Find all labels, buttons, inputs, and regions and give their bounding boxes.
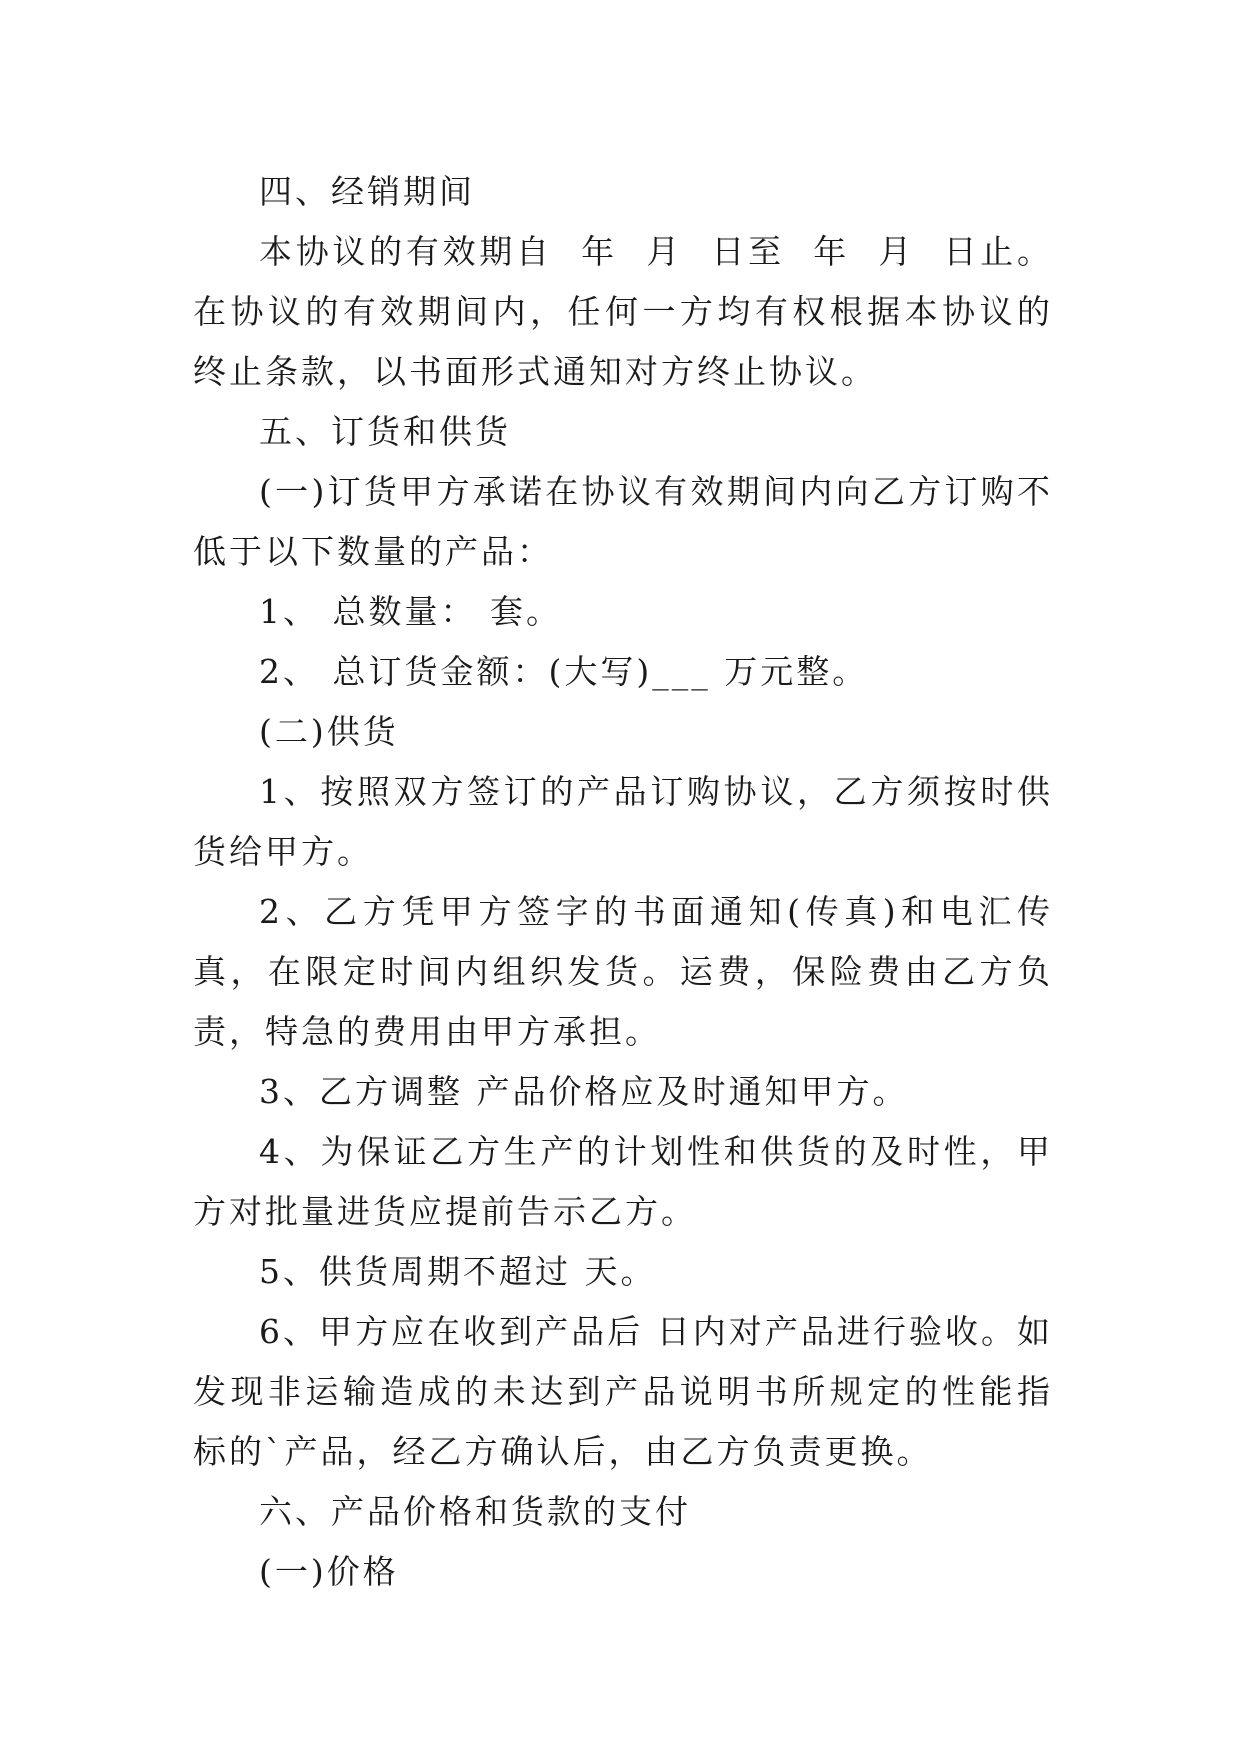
subheading-supply: (二)供货 xyxy=(259,712,399,751)
subheading-price: (一)价格 xyxy=(259,1552,399,1591)
paragraph-supply-4: 4、为保证乙方生产的计划性和供货的及时性，甲方对批量进货应提前告示乙方。 xyxy=(193,1132,1053,1231)
paragraph-supply-2: 2、乙方凭甲方签字的书面通知(传真)和电汇传真，在限定时间内组织发货。运费，保险费由乙方负责，特急的费用由甲方承担。 xyxy=(193,892,1053,1051)
paragraph-supply-3: 3、乙方调整 产品价格应及时通知甲方。 xyxy=(259,1072,909,1111)
section-heading-price-payment: 六、产品价格和货款的支付 xyxy=(259,1492,691,1531)
paragraph-total-quantity: 1、 总数量： 套。 xyxy=(259,592,562,631)
paragraph-supply-5: 5、供货周期不超过 天。 xyxy=(259,1252,657,1291)
paragraph-validity-period: 本协议的有效期自 年 月 日至 年 月 日止。在协议的有效期间内，任何一方均有权根据本协议的终止条款，以书面形式通知对方终止协议。 xyxy=(193,232,1053,391)
paragraph-supply-6: 6、甲方应在收到产品后 日内对产品进行验收。如发现非运输造成的未达到产品说明书所规定的性能指标的`产品，经乙方确认后，由乙方负责更换。 xyxy=(193,1312,1053,1471)
paragraph-supply-1: 1、按照双方签订的产品订购协议，乙方须按时供货给甲方。 xyxy=(193,772,1053,871)
section-heading-distribution-period: 四、经销期间 xyxy=(259,172,475,211)
section-heading-ordering-supply: 五、订货和供货 xyxy=(259,412,511,451)
document-body xyxy=(193,162,1053,1602)
paragraph-ordering: (一)订货甲方承诺在协议有效期间内向乙方订购不低于以下数量的产品： xyxy=(193,472,1053,571)
paragraph-total-amount: 2、 总订货金额：(大写)___ 万元整。 xyxy=(259,652,869,691)
